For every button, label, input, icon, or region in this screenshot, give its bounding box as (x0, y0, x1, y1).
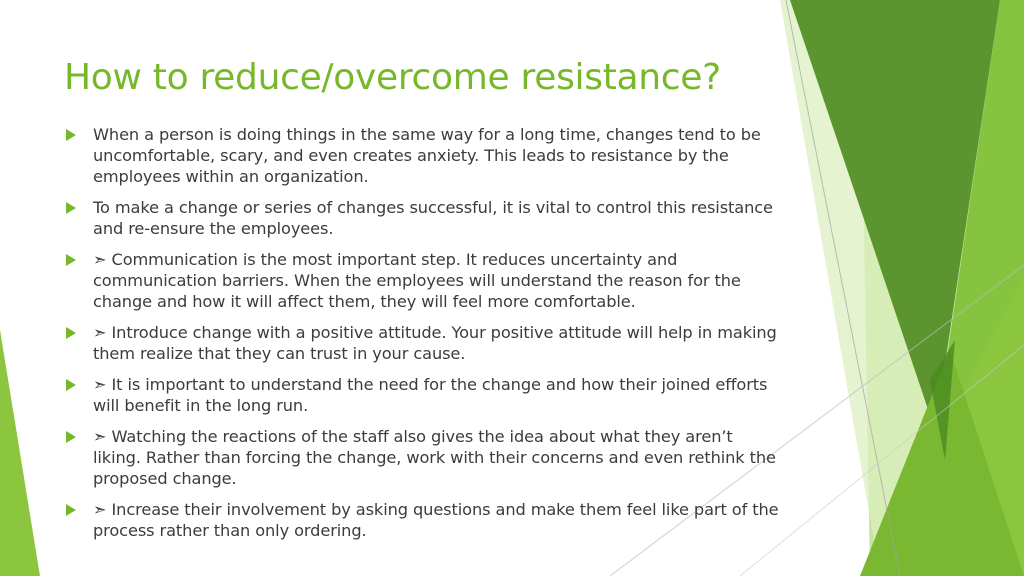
green-triangle-bullet-icon (66, 379, 76, 391)
green-triangle-bullet-icon (66, 202, 76, 214)
bullet-text: ➣ Communication is the most important step. It reduces uncertainty and communication barriers. When the employees will understand the reason for the change and how it will affect them, they will feel more comfortable. (93, 250, 741, 311)
green-triangle-bullet-icon (66, 431, 76, 443)
bullet-text: ➣ Watching the reactions of the staff also gives the idea about what they aren’t liking. Rather than forcing the change, work with their concerns and even rethink the proposed change. (93, 427, 776, 488)
list-item (64, 322, 784, 364)
list-item (64, 374, 784, 416)
list-item (64, 249, 784, 312)
bullet-text: When a person is doing things in the same way for a long time, changes tend to be uncomfortable, scary, and even creates anxiety. This leads to resistance by the employees within an organization. (93, 125, 761, 186)
green-triangle-bullet-icon (66, 254, 76, 266)
list-item (64, 426, 784, 489)
green-triangle-bullet-icon (66, 129, 76, 141)
bullet-text: To make a change or series of changes successful, it is vital to control this resistance and re-ensure the employees. (93, 198, 773, 238)
left-edge-green-shape (0, 330, 40, 576)
bullet-text: ➣ It is important to understand the need for the change and how their joined efforts will benefit in the long run. (93, 375, 768, 415)
green-triangle-bullet-icon (66, 327, 76, 339)
slide-title: How to reduce/overcome resistance? (64, 57, 721, 98)
list-item (64, 197, 784, 239)
bullet-list (64, 124, 784, 551)
bullet-text: ➣ Increase their involvement by asking questions and make them feel like part of the process rather than only ordering. (93, 500, 779, 540)
list-item (64, 124, 784, 187)
bullet-text: ➣ Introduce change with a positive attitude. Your positive attitude will help in making them realize that they can trust in your cause. (93, 323, 777, 363)
green-triangle-bullet-icon (66, 504, 76, 516)
list-item (64, 499, 784, 541)
